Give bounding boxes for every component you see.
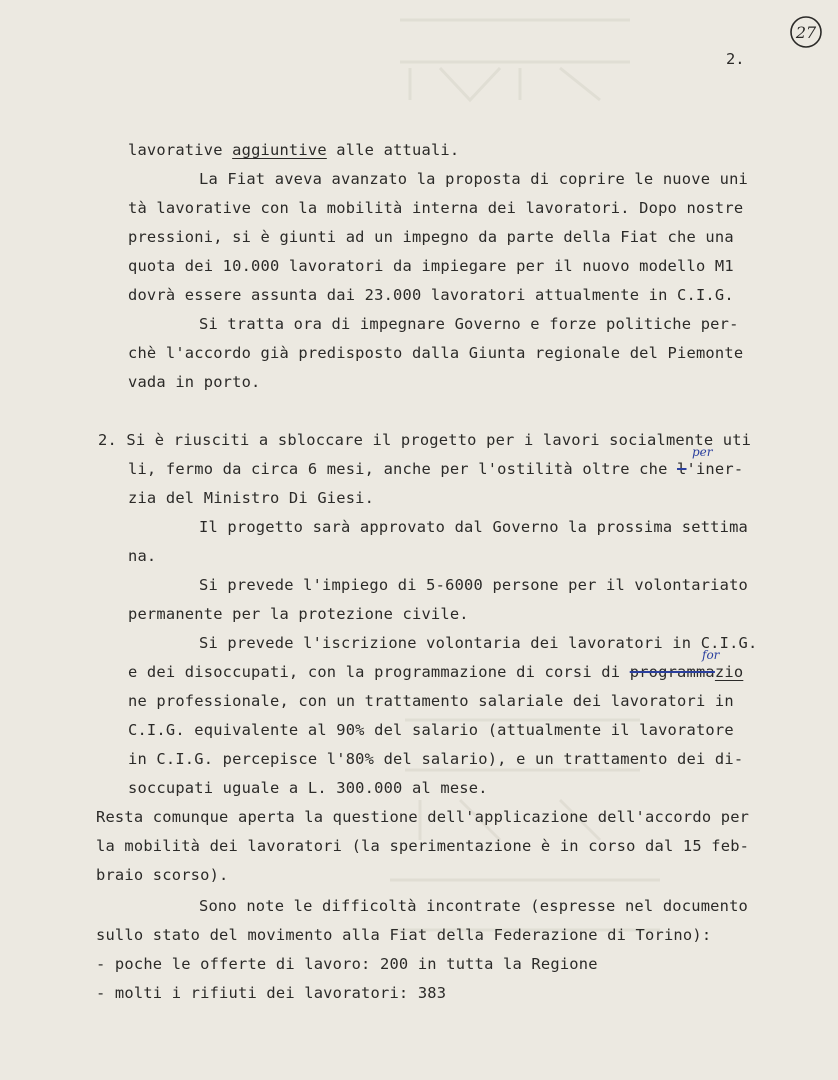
text-line: dovrà essere assunta dai 23.000 lavoratori attualmente in C.I.G. bbox=[128, 286, 734, 304]
folio-number-text: 27 bbox=[795, 23, 817, 42]
text-line: li, fermo da circa 6 mesi, anche per l'ostilità oltre che l'iner- bbox=[128, 460, 744, 478]
text-line: zia del Ministro Di Giesi. bbox=[128, 489, 375, 507]
text-line: 2. Si è riusciti a sbloccare il progetto per i lavori socialmente uti bbox=[98, 431, 752, 449]
text-line: Il progetto sarà approvato dal Governo la prossima settima bbox=[199, 518, 749, 536]
text-line: ne professionale, con un trattamento salariale dei lavoratori in bbox=[128, 692, 734, 710]
text-line: tà lavorative con la mobilità interna dei lavoratori. Dopo nostre bbox=[128, 199, 744, 217]
text-line: Si tratta ora di impegnare Governo e forze politiche per- bbox=[199, 315, 739, 333]
text-line: Resta comunque aperta la questione dell'applicazione dell'accordo per bbox=[96, 808, 750, 826]
struck-letter: l bbox=[677, 460, 687, 478]
folio-number bbox=[786, 12, 826, 52]
text-line: Si prevede l'impiego di 5-6000 persone per il volontariato bbox=[199, 576, 749, 594]
text-line: pressioni, si è giunti ad un impegno da parte della Fiat che una bbox=[128, 228, 734, 246]
text-line: La Fiat aveva avanzato la proposta di coprire le nuove uni bbox=[199, 170, 749, 188]
text-line: chè l'accordo già predisposto dalla Giunta regionale del Piemonte bbox=[128, 344, 744, 362]
folio-circle-icon bbox=[786, 12, 826, 52]
text-line: quota dei 10.000 lavoratori da impiegare per il nuovo modello M1 bbox=[128, 257, 734, 275]
text-line: in C.I.G. percepisce l'80% del salario), e un trattamento dei di- bbox=[128, 750, 744, 768]
underlined-word: aggiuntive bbox=[232, 141, 327, 159]
list-item: - poche le offerte di lavoro: 200 in tutta la Regione bbox=[96, 955, 598, 973]
page-number: 2. bbox=[726, 50, 745, 68]
text-line: e dei disoccupati, con la programmazione di corsi di programmazio bbox=[128, 663, 744, 681]
text-line: soccupati uguale a L. 300.000 al mese. bbox=[128, 779, 488, 797]
handwritten-insert: for bbox=[702, 648, 720, 662]
text-line: sullo stato del movimento alla Fiat della Federazione di Torino): bbox=[96, 926, 712, 944]
text-line: C.I.G. equivalente al 90% del salario (attualmente il lavoratore bbox=[128, 721, 734, 739]
text-line: la mobilità dei lavoratori (la sperimentazione è in corso dal 15 feb- bbox=[96, 837, 750, 855]
handwritten-insert: per bbox=[692, 445, 713, 459]
text-line: lavorative aggiuntive alle attuali. bbox=[128, 141, 460, 159]
text-line: Si prevede l'iscrizione volontaria dei lavoratori in C.I.G. bbox=[199, 634, 758, 652]
text-line: permanente per la protezione civile. bbox=[128, 605, 469, 623]
text-line: Sono note le difficoltà incontrate (espresse nel documento bbox=[199, 897, 749, 915]
struck-word: programma bbox=[629, 663, 715, 681]
text-line: na. bbox=[128, 547, 157, 565]
text-line: vada in porto. bbox=[128, 373, 261, 391]
text-line: braio scorso). bbox=[96, 866, 229, 884]
list-item: - molti i rifiuti dei lavoratori: 383 bbox=[96, 984, 447, 1002]
